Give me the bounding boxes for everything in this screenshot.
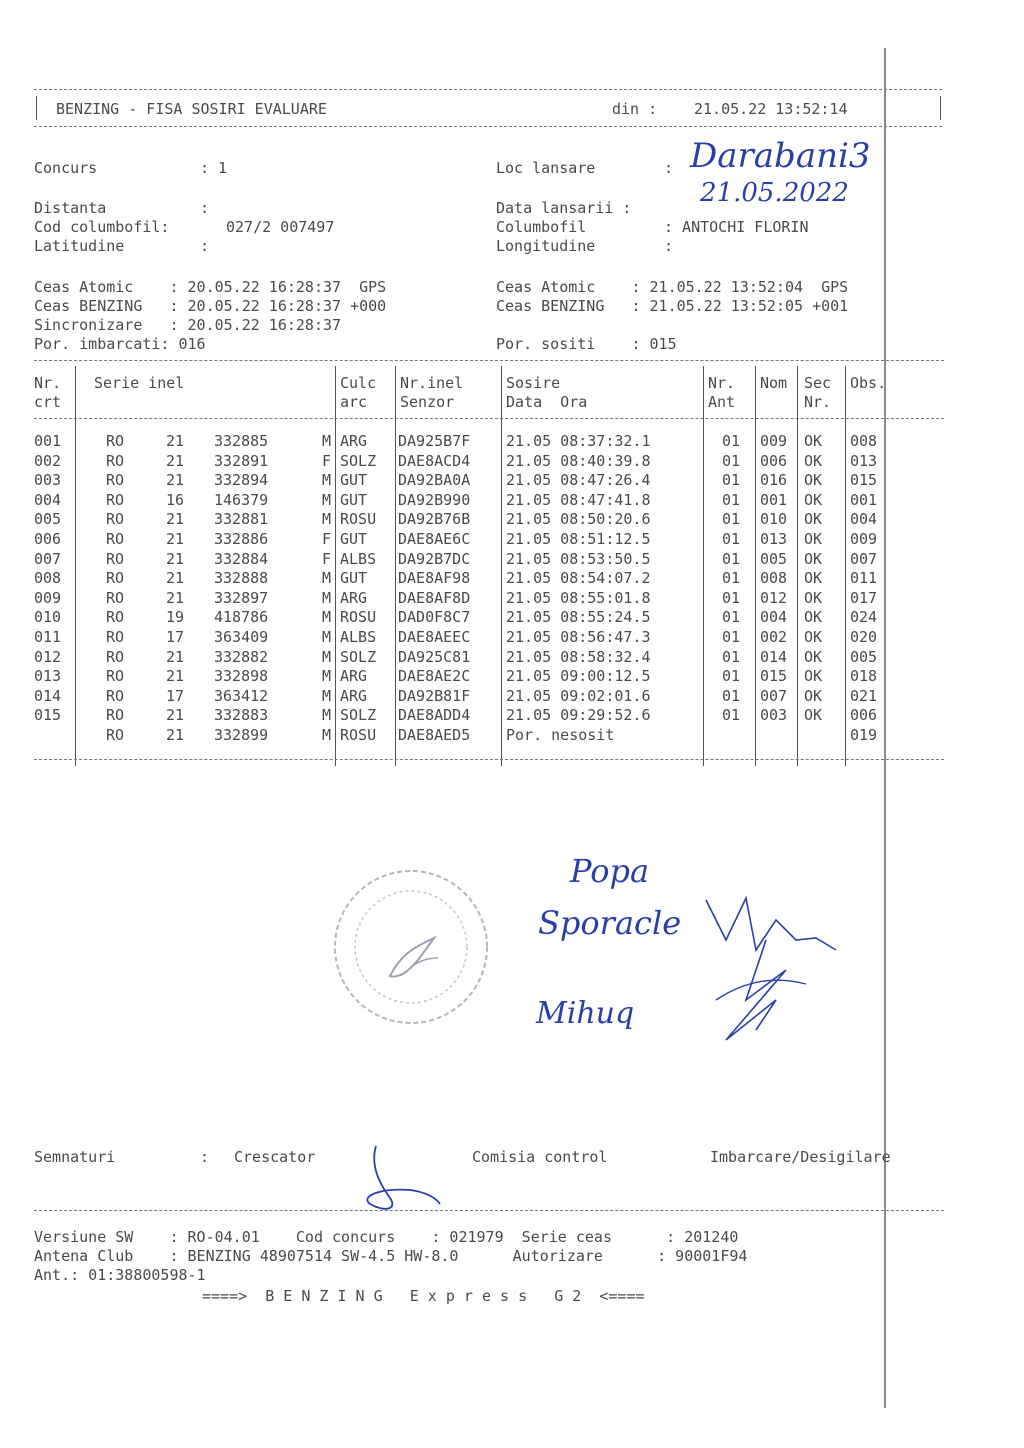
cell-senzor: DA92B7DC <box>398 549 471 568</box>
cell-sosire: 21.05 08:50:20.6 <box>506 510 651 529</box>
table-header-rule <box>34 418 944 419</box>
cell-sec: OK <box>804 451 823 470</box>
cell-crt: 014 <box>34 686 62 705</box>
cell-tara: RO <box>106 608 125 627</box>
cell-tara: RO <box>106 647 125 666</box>
signature-scribble-icon <box>686 880 856 1060</box>
cell-senzor: DA925C81 <box>398 647 471 666</box>
cell-cul: SOLZ <box>340 706 377 725</box>
th-culoare-2: arc <box>340 393 368 411</box>
cell-an: 21 <box>166 667 185 686</box>
table-row <box>34 452 944 472</box>
cell-crt: 009 <box>34 588 62 607</box>
latitudine-label: Latitudine <box>34 237 125 255</box>
cell-nr: 363412 <box>214 686 269 705</box>
cell-nr: 332886 <box>214 530 269 548</box>
cell-nr: 332882 <box>214 647 269 666</box>
cell-tara: RO <box>106 490 125 509</box>
columbofil-label: Columbofil <box>496 218 587 236</box>
cell-obs: 024 <box>850 608 878 627</box>
cell-an: 21 <box>166 530 185 548</box>
cell-sosire: Por. nesosit <box>506 726 615 744</box>
columbofil-value: : ANTOCHI FLORIN <box>664 218 809 236</box>
cell-crt: 004 <box>34 490 62 509</box>
document-title: BENZING - FISA SOSIRI EVALUARE <box>56 100 327 118</box>
concurs-label: Concurs <box>34 159 98 177</box>
cell-sex: M <box>322 628 332 646</box>
cell-an: 21 <box>166 647 185 666</box>
cell-nr: 332883 <box>214 706 269 725</box>
cell-nr: 332897 <box>214 588 269 607</box>
cell-ant: 01 <box>722 667 741 686</box>
cell-sec: OK <box>804 432 823 450</box>
cell-tara: RO <box>106 471 125 490</box>
cell-obs: 007 <box>850 549 878 568</box>
din-value: 21.05.22 13:52:14 <box>694 100 848 118</box>
cell-nr: 332884 <box>214 549 269 568</box>
cell-sex: F <box>322 549 332 568</box>
data-lansarii-label: Data lansarii : <box>496 199 632 217</box>
footer-line-4: ====> B E N Z I N G E x p r e s s G 2 <==== <box>202 1287 645 1305</box>
table-row <box>34 687 944 707</box>
cell-nom: 006 <box>760 451 788 470</box>
table-row <box>34 510 944 530</box>
crescator-label: Crescator <box>234 1148 316 1166</box>
cell-sec: OK <box>804 490 823 509</box>
cell-sosire: 21.05 08:58:32.4 <box>506 647 651 666</box>
crescator-signature-icon <box>340 1140 460 1220</box>
cell-an: 21 <box>166 510 185 529</box>
cell-sex: M <box>322 667 332 686</box>
cell-tara: RO <box>106 706 125 725</box>
th-serie-inel: Serie inel <box>94 374 185 392</box>
cell-cul: ARG <box>340 667 368 686</box>
cell-cul: GUT <box>340 471 368 490</box>
cell-sex: F <box>322 451 332 470</box>
longitudine-label: Longitudine <box>496 237 596 255</box>
longitudine-value: : <box>664 237 674 255</box>
footer-line-3: Ant.: 01:38800598-1 <box>34 1266 206 1284</box>
cell-sec: OK <box>804 667 823 686</box>
clock-right-2: Ceas BENZING : 21.05.22 13:52:05 +001 <box>496 297 849 315</box>
cell-cul: ARG <box>340 432 368 450</box>
cell-cul: ARG <box>340 686 368 705</box>
cell-an: 21 <box>166 588 185 607</box>
cell-ant: 01 <box>722 490 741 509</box>
cell-senzor: DA92BA0A <box>398 471 471 490</box>
table-row <box>34 667 944 687</box>
cell-obs: 017 <box>850 588 878 607</box>
cell-cul: GUT <box>340 569 368 588</box>
cell-sec: OK <box>804 549 823 568</box>
cell-an: 17 <box>166 628 185 646</box>
cell-nr: 332888 <box>214 569 269 588</box>
cell-sosire: 21.05 08:47:41.8 <box>506 490 651 509</box>
th-nr-crt-1: Nr. <box>34 374 62 392</box>
table-body <box>34 432 944 762</box>
data-lansarii-handwritten: 21.05.2022 <box>700 178 849 208</box>
cell-sex: M <box>322 726 332 744</box>
table-row <box>34 569 944 589</box>
cell-sec: OK <box>804 569 823 588</box>
cell-nom: 009 <box>760 432 788 450</box>
clock-left-1: Ceas Atomic : 20.05.22 16:28:37 GPS <box>34 278 387 296</box>
cell-cul: SOLZ <box>340 647 377 666</box>
table-row <box>34 648 944 668</box>
cell-sosire: 21.05 08:37:32.1 <box>506 432 651 450</box>
cell-tara: RO <box>106 530 125 548</box>
cell-an: 21 <box>166 549 185 568</box>
cell-sex: M <box>322 588 332 607</box>
cell-nom: 016 <box>760 471 788 490</box>
header-right-bar <box>940 96 941 120</box>
cell-nr: 363409 <box>214 628 269 646</box>
table-header <box>34 366 944 411</box>
cell-nom: 013 <box>760 530 788 548</box>
cell-obs: 008 <box>850 432 878 450</box>
cell-sec: OK <box>804 628 823 646</box>
table-row <box>34 530 944 550</box>
cell-sosire: 21.05 08:47:26.4 <box>506 471 651 490</box>
cell-ant: 01 <box>722 510 741 529</box>
cell-ant: 01 <box>722 569 741 588</box>
cell-cul: ARG <box>340 588 368 607</box>
cell-obs: 004 <box>850 510 878 529</box>
cell-sex: M <box>322 471 332 490</box>
clock-right-1: Ceas Atomic : 21.05.22 13:52:04 GPS <box>496 278 849 296</box>
cell-nom: 010 <box>760 510 788 529</box>
cell-sex: M <box>322 647 332 666</box>
cell-sosire: 21.05 08:40:39.8 <box>506 451 651 470</box>
cell-nom: 003 <box>760 706 788 725</box>
footer-line-2: Antena Club : BENZING 48907514 SW-4.5 HW-8.0 Autorizare : 90001F94 <box>34 1247 748 1265</box>
cell-cul: GUT <box>340 530 368 548</box>
cell-tara: RO <box>106 451 125 470</box>
cell-sec: OK <box>804 530 823 548</box>
header-top-rule <box>34 89 942 90</box>
cell-an: 21 <box>166 706 185 725</box>
din-label: din : <box>612 100 658 118</box>
cell-sosire: 21.05 09:00:12.5 <box>506 667 651 686</box>
cell-ant: 01 <box>722 530 741 548</box>
semnaturi-sep: : <box>200 1148 210 1166</box>
cell-tara: RO <box>106 628 125 646</box>
cell-sex: M <box>322 608 332 627</box>
cell-cul: ROSU <box>340 726 377 744</box>
cell-senzor: DAE8AED5 <box>398 726 471 744</box>
cell-nr: 332885 <box>214 432 269 450</box>
cell-sec: OK <box>804 647 823 666</box>
cell-senzor: DA92B81F <box>398 686 471 705</box>
th-culoare-1: Culc <box>340 374 377 392</box>
cell-sosire: 21.05 08:54:07.2 <box>506 569 651 588</box>
cell-obs: 018 <box>850 667 878 686</box>
th-nr-ant-2: Ant <box>708 393 736 411</box>
cell-ant: 01 <box>722 588 741 607</box>
cell-ant: 01 <box>722 686 741 705</box>
cell-crt: 007 <box>34 549 62 568</box>
footer-line-1: Versiune SW : RO-04.01 Cod concurs : 021979 Serie ceas : 201240 <box>34 1228 739 1246</box>
cell-sex: M <box>322 569 332 588</box>
th-nr-inel-2: Senzor <box>400 393 455 411</box>
cell-crt: 002 <box>34 451 62 470</box>
cod-columbofil-label: Cod columbofil: <box>34 218 170 236</box>
loc-lansare-sep: : <box>664 159 674 177</box>
cell-obs: 019 <box>850 726 878 744</box>
cell-an: 17 <box>166 686 185 705</box>
cell-senzor: DAE8ADD4 <box>398 706 471 725</box>
cell-tara: RO <box>106 510 125 529</box>
cell-tara: RO <box>106 588 125 607</box>
cell-nom: 015 <box>760 667 788 686</box>
cell-ant: 01 <box>722 706 741 725</box>
loc-lansare-label: Loc lansare <box>496 159 596 177</box>
cell-obs: 009 <box>850 530 878 548</box>
cell-obs: 006 <box>850 706 878 725</box>
cell-sosire: 21.05 08:51:12.5 <box>506 530 651 548</box>
table-top-rule <box>34 360 944 361</box>
cell-nr: 146379 <box>214 490 269 509</box>
cell-sex: M <box>322 706 332 725</box>
cell-obs: 015 <box>850 471 878 490</box>
table-row <box>34 628 944 648</box>
cell-ant: 01 <box>722 628 741 646</box>
th-nr-crt-2: crt <box>34 393 62 411</box>
distanta-value: : <box>200 199 210 217</box>
cell-sex: F <box>322 530 332 548</box>
table-row <box>34 608 944 628</box>
cell-crt: 011 <box>34 628 62 646</box>
cell-an: 21 <box>166 432 185 450</box>
cell-an: 21 <box>166 451 185 470</box>
cell-senzor: DAE8AE6C <box>398 530 471 548</box>
cell-nr: 332894 <box>214 471 269 490</box>
table-row <box>34 432 944 452</box>
th-sec-2: Nr. <box>804 393 832 411</box>
cell-nom: 007 <box>760 686 788 705</box>
cell-sex: M <box>322 686 332 705</box>
cell-tara: RO <box>106 726 125 744</box>
th-sosire-2: Data Ora <box>506 393 588 411</box>
cell-senzor: DAE8AE2C <box>398 667 471 686</box>
cell-obs: 020 <box>850 628 878 646</box>
table-row <box>34 589 944 609</box>
cell-crt: 006 <box>34 530 62 548</box>
cell-tara: RO <box>106 686 125 705</box>
cell-nom: 014 <box>760 647 788 666</box>
cell-obs: 013 <box>850 451 878 470</box>
cell-nom: 001 <box>760 490 788 509</box>
clock-left-3: Sincronizare : 20.05.22 16:28:37 <box>34 316 342 334</box>
loc-lansare-handwritten: Darabani3 <box>690 136 871 176</box>
cell-crt: 005 <box>34 510 62 529</box>
clock-left-4: Por. imbarcati: 016 <box>34 335 206 353</box>
cell-ant: 01 <box>722 608 741 627</box>
cell-nom: 002 <box>760 628 788 646</box>
cell-nr: 418786 <box>214 608 269 627</box>
cell-nr: 332891 <box>214 451 269 470</box>
cell-tara: RO <box>106 432 125 450</box>
cell-sec: OK <box>804 686 823 705</box>
cell-cul: GUT <box>340 490 368 509</box>
cell-tara: RO <box>106 667 125 686</box>
cell-an: 19 <box>166 608 185 627</box>
cell-ant: 01 <box>722 471 741 490</box>
club-stamp-icon <box>330 866 492 1028</box>
cell-obs: 001 <box>850 490 878 509</box>
cell-an: 21 <box>166 726 185 744</box>
cell-obs: 005 <box>850 647 878 666</box>
th-nr-inel-1: Nr.inel <box>400 374 464 392</box>
cell-sec: OK <box>804 471 823 490</box>
semnaturi-label: Semnaturi <box>34 1148 116 1166</box>
comisia-label: Comisia control <box>472 1148 608 1166</box>
cell-senzor: DAD0F8C7 <box>398 608 471 627</box>
cell-sosire: 21.05 08:53:50.5 <box>506 549 651 568</box>
cell-sec: OK <box>804 608 823 627</box>
handwritten-name-2: Sporacle <box>538 904 682 942</box>
cell-nom: 005 <box>760 549 788 568</box>
cell-tara: RO <box>106 549 125 568</box>
th-sec-1: Sec <box>804 374 832 392</box>
header-left-bar <box>36 96 37 120</box>
table-row <box>34 471 944 491</box>
cell-nom: 008 <box>760 569 788 588</box>
cell-sec: OK <box>804 706 823 725</box>
cell-cul: ALBS <box>340 628 377 646</box>
cell-nom: 004 <box>760 608 788 627</box>
cell-crt: 010 <box>34 608 62 627</box>
clock-left-2: Ceas BENZING : 20.05.22 16:28:37 +000 <box>34 297 387 315</box>
cell-nr: 332899 <box>214 726 269 744</box>
cell-an: 21 <box>166 569 185 588</box>
table-bottom-rule <box>34 759 944 760</box>
table-row <box>34 550 944 570</box>
cell-senzor: DA925B7F <box>398 432 471 450</box>
cell-senzor: DAE8AF8D <box>398 588 471 607</box>
cell-senzor: DA92B990 <box>398 490 471 509</box>
cell-sosire: 21.05 08:55:01.8 <box>506 588 651 607</box>
imbarcare-label: Imbarcare/Desigilare <box>710 1148 891 1166</box>
cell-cul: ROSU <box>340 510 377 529</box>
cell-nr: 332881 <box>214 510 269 529</box>
th-sosire-1: Sosire <box>506 374 561 392</box>
cell-sex: M <box>322 432 332 450</box>
cell-crt: 012 <box>34 647 62 666</box>
cod-columbofil-value: 027/2 007497 <box>226 218 335 236</box>
cell-cul: ALBS <box>340 549 377 568</box>
cell-cul: ROSU <box>340 608 377 627</box>
table-row <box>34 726 944 746</box>
header-bottom-rule <box>34 126 942 127</box>
handwritten-name-3: Mihuq <box>536 996 635 1031</box>
cell-crt: 003 <box>34 471 62 490</box>
cell-sex: M <box>322 490 332 509</box>
cell-obs: 011 <box>850 569 878 588</box>
th-obs: Obs. <box>850 374 887 392</box>
cell-nom: 012 <box>760 588 788 607</box>
cell-sosire: 21.05 09:02:01.6 <box>506 686 651 705</box>
concurs-value: : 1 <box>200 159 228 177</box>
cell-senzor: DAE8AEEC <box>398 628 471 646</box>
cell-an: 21 <box>166 471 185 490</box>
cell-senzor: DA92B76B <box>398 510 471 529</box>
clock-right-4: Por. sositi : 015 <box>496 335 677 353</box>
cell-tara: RO <box>106 569 125 588</box>
cell-crt: 013 <box>34 667 62 686</box>
cell-ant: 01 <box>722 647 741 666</box>
latitudine-value: : <box>200 237 210 255</box>
cell-sosire: 21.05 08:55:24.5 <box>506 608 651 627</box>
cell-ant: 01 <box>722 451 741 470</box>
cell-crt: 001 <box>34 432 62 450</box>
cell-nr: 332898 <box>214 667 269 686</box>
cell-sosire: 21.05 08:56:47.3 <box>506 628 651 646</box>
cell-cul: SOLZ <box>340 451 377 470</box>
distanta-label: Distanta <box>34 199 107 217</box>
cell-ant: 01 <box>722 549 741 568</box>
cell-sec: OK <box>804 510 823 529</box>
cell-crt: 015 <box>34 706 62 725</box>
footer-rule <box>34 1210 944 1211</box>
cell-senzor: DAE8ACD4 <box>398 451 471 470</box>
cell-obs: 021 <box>850 686 878 705</box>
cell-senzor: DAE8AF98 <box>398 569 471 588</box>
cell-sex: M <box>322 510 332 529</box>
cell-ant: 01 <box>722 432 741 450</box>
table-row <box>34 491 944 511</box>
handwritten-name-1: Popa <box>570 852 650 890</box>
cell-crt: 008 <box>34 569 62 588</box>
th-nom: Nom <box>760 374 788 392</box>
cell-sosire: 21.05 09:29:52.6 <box>506 706 651 725</box>
table-row <box>34 706 944 726</box>
cell-sec: OK <box>804 588 823 607</box>
th-nr-ant-1: Nr. <box>708 374 736 392</box>
cell-an: 16 <box>166 490 185 509</box>
